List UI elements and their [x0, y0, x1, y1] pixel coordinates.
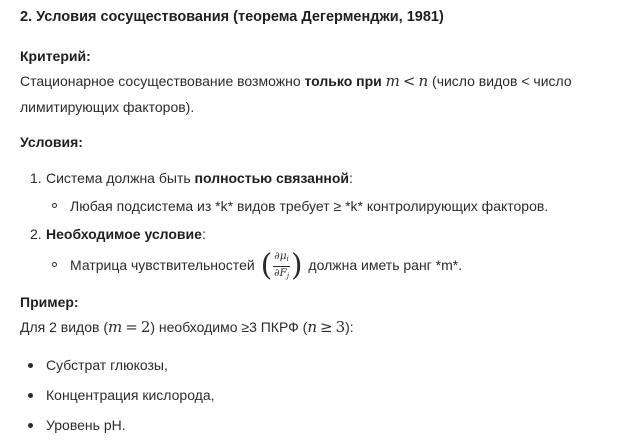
denominator-text: ∂F — [274, 266, 287, 279]
example-math-n — [307, 318, 345, 336]
math-less-than: < — [402, 72, 416, 90]
circle-bullet-icon — [52, 203, 57, 208]
criterion-text-end: (число видов < число — [428, 73, 572, 89]
example-text-b: ) необходимо ≥3 ПКРФ ( — [150, 319, 308, 335]
condition-text: Система должна быть — [46, 170, 195, 186]
list-item-text: Субстрат глюкозы, — [46, 357, 168, 373]
list-item — [20, 380, 624, 410]
list-item — [20, 350, 624, 380]
disc-bullet-icon — [28, 393, 33, 398]
condition-item-2 — [20, 220, 624, 248]
disc-bullet-icon — [28, 423, 33, 428]
math-n: n — [418, 72, 429, 90]
paren-right: ) — [290, 248, 303, 284]
example-bullet-list — [20, 350, 624, 440]
math-var: n — [307, 318, 318, 336]
condition-item-1 — [20, 164, 624, 192]
list-number: 1. — [30, 170, 42, 186]
example-title: Пример: — [20, 294, 79, 310]
paren-left: ( — [260, 248, 273, 284]
list-item-text: Уровень pH. — [46, 417, 126, 433]
criterion-text-start: Стационарное сосуществование возможно — [20, 73, 305, 89]
condition-bold: полностью связанной — [194, 170, 350, 186]
conditions-title: Условия: — [20, 134, 83, 150]
math-var: m — [108, 318, 123, 336]
denominator-subscript: j — [286, 271, 289, 280]
numerator-subscript: i — [286, 254, 289, 263]
list-number: 2. — [30, 226, 42, 242]
condition-bold: Необходимое условие — [46, 226, 202, 242]
condition-colon: : — [349, 170, 353, 186]
math-val: 2 — [140, 318, 151, 336]
conditions-list — [20, 164, 624, 282]
condition-sub-item-1 — [20, 192, 624, 220]
criterion-text-line2: лимитирующих факторов). — [20, 99, 195, 115]
criterion-inequality — [386, 72, 428, 90]
sub-item-text: Любая подсистема из *k* видов требует ≥ *k* контролирующих факторов. — [70, 198, 549, 214]
sub-item-text: Матрица чувствительностей — [70, 257, 255, 273]
criterion-bold: только при — [304, 73, 382, 89]
example-text — [20, 314, 624, 340]
numerator-text: ∂μ — [274, 249, 287, 262]
condition-sub-item-2 — [20, 248, 624, 282]
disc-bullet-icon — [28, 363, 33, 368]
section-heading: 2. Условия сосуществования (теорема Дегерменджи, 1981) — [20, 9, 444, 25]
example-text-c: ): — [345, 319, 354, 335]
math-val: 3 — [335, 318, 346, 336]
example-text-a: Для 2 видов ( — [20, 319, 108, 335]
partial-derivative-fraction — [272, 251, 291, 282]
condition-colon: : — [201, 226, 206, 242]
math-op: = — [125, 318, 138, 336]
math-op: ≥ — [320, 318, 333, 336]
example-math-m — [108, 318, 150, 336]
sensitivity-matrix-formula — [260, 248, 303, 284]
circle-bullet-icon — [52, 262, 57, 267]
fraction-denominator — [274, 267, 289, 282]
fraction-numerator — [273, 251, 290, 267]
sub-item-text-end: должна иметь ранг *m*. — [308, 257, 463, 273]
list-item-text: Концентрация кислорода, — [46, 387, 215, 403]
math-m: m — [385, 72, 400, 90]
criterion-title: Критерий: — [20, 48, 91, 64]
list-item — [20, 410, 624, 440]
criterion-text — [20, 68, 624, 94]
